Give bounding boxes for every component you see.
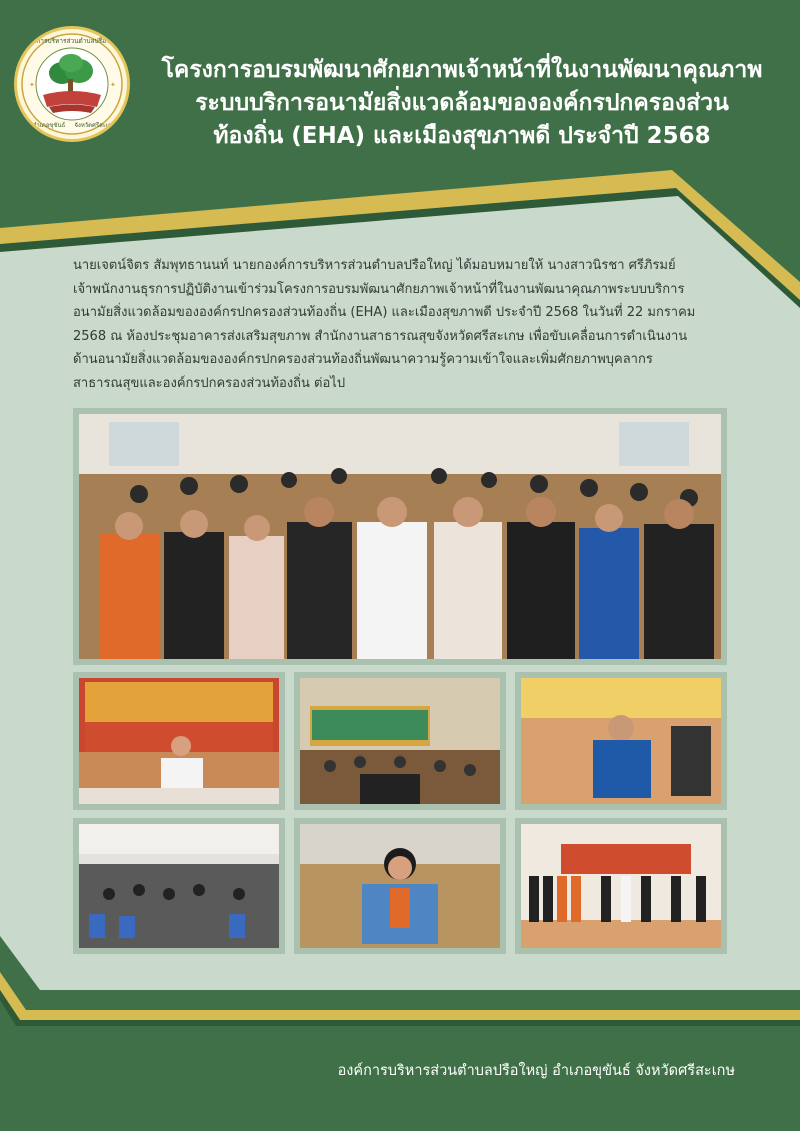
paragraph-line-2: เจ้าพนักงานธุรการปฏิบัติงานเข้าร่วมโครงการอบรมพัฒนาศักยภาพเจ้าหน้าที่ในงานพัฒนาคุณภาพระบบบริการ: [73, 281, 685, 297]
photo-audience: [73, 818, 285, 954]
star-icon: ✦: [29, 81, 35, 89]
photo-meeting-room: [294, 672, 506, 810]
organization-logo: [14, 26, 130, 142]
paragraph-line-4: 2568 ณ ห้องประชุมอาคารส่งเสริมสุขภาพ สำนักงานสาธารณสุขจังหวัดศรีสะเกษ เพื่อขับเคลื่อนการดำเนินงาน: [73, 328, 688, 344]
photo-group-small: [515, 818, 727, 954]
photo-presenter: [515, 672, 727, 810]
paragraph-line-5: ด้านอนามัยสิ่งแวดล้อมขององค์กรปกครองส่วนท้องถิ่นพัฒนาความรู้ความเข้าใจและเพิ่มศักยภาพบุคลากร: [73, 352, 653, 368]
paragraph-line-1: นายเจตน์จิตร สัมพุทธานนท์ นายกองค์การบริหารส่วนตำบลปรือใหญ่ ได้มอบหมายให้ นางสาวนิรชา ศรีภิรมย์: [73, 258, 676, 273]
logo-bottom-left-text: อำเภอขุขันธ์: [32, 122, 66, 129]
paragraph-line-6: สาธารณสุขและองค์กรปกครองส่วนท้องถิ่น ต่อไป: [73, 375, 346, 391]
logo-bottom-right-text: จังหวัดศรีสะเกษ: [74, 122, 116, 129]
group-photo-main: [73, 408, 727, 665]
title-line-3: ท้องถิ่น (EHA) และเมืองสุขภาพดี ประจำปี 2568: [213, 123, 711, 149]
paragraph-line-3: อนามัยสิ่งแวดล้อมขององค์กรปกครองส่วนท้องถิ่น (EHA) และเมืองสุขภาพดี ประจำปี 2568 ในวันที่ 22 มกราคม: [73, 305, 696, 321]
logo-top-text: องค์การบริหารส่วนตำบลปรือใหญ่: [24, 37, 120, 45]
star-icon: ✦: [110, 81, 116, 89]
page-title: [132, 54, 792, 153]
photo-participant: [294, 818, 506, 954]
title-line-2: ระบบบริการอนามัยสิ่งแวดล้อมขององค์กรปกครองส่วน: [195, 90, 729, 116]
title-line-1: โครงการอบรมพัฒนาศักยภาพเจ้าหน้าที่ในงานพัฒนาคุณภาพ: [161, 57, 763, 83]
footer-organization: องค์การบริหารส่วนตำบลปรือใหญ่ อำเภอขุขันธ์ จังหวัดศรีสะเกษ: [337, 1063, 735, 1079]
photo-speaker: [73, 672, 285, 810]
news-paragraph: [73, 254, 743, 396]
